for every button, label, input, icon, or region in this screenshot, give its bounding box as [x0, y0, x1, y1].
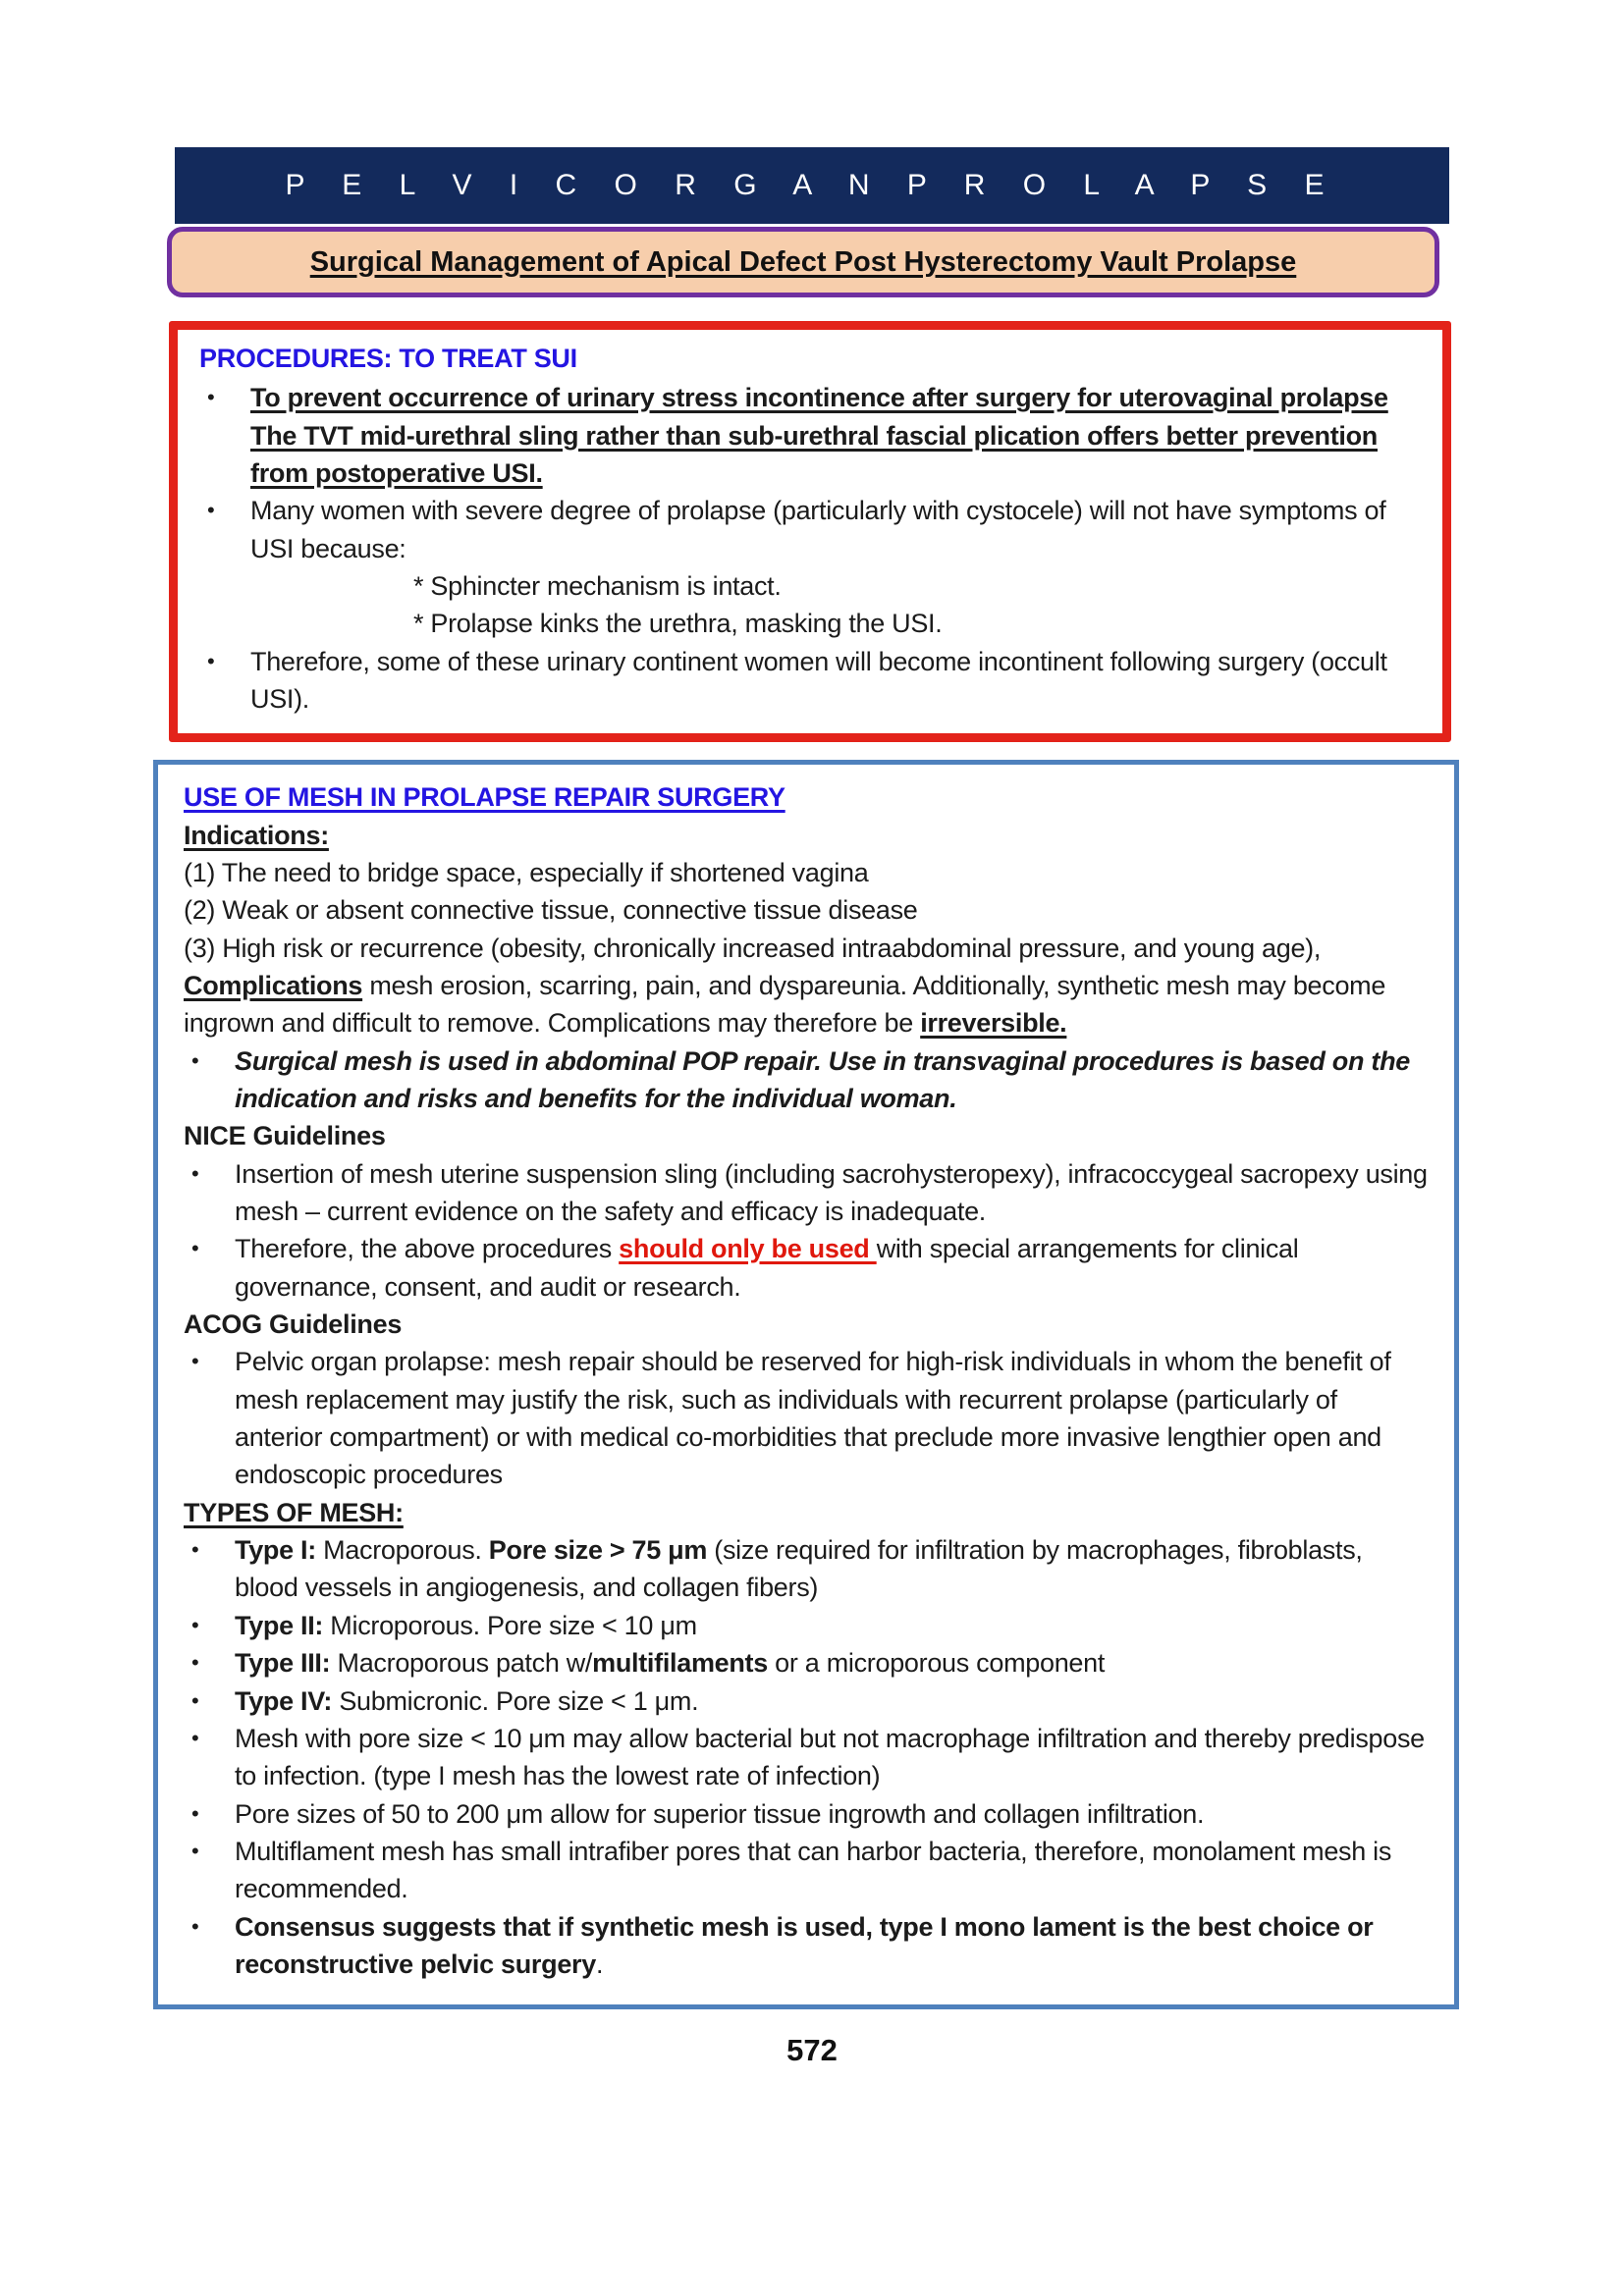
text-line: [184, 1117, 1429, 1154]
bullet-item: [199, 643, 1421, 719]
text-segment: (size required for infiltration by macrophages, fibroblasts, blood vessels in angiogenesis, and collagen fibers): [235, 1534, 1363, 1603]
sub-line: [199, 567, 1421, 605]
text-line: [184, 817, 1429, 854]
text-segment: Therefore, the above procedures: [235, 1234, 620, 1264]
bullet-marker: •: [191, 1913, 199, 1939]
bullet-item: [184, 1042, 1429, 1118]
text-segment: TYPES OF MESH:: [184, 1497, 404, 1527]
text-segment: Therefore, some of these urinary continent women will become incontinent following surgery (occult USI).: [250, 646, 1387, 714]
bullet-item: [199, 379, 1421, 492]
text-segment: USE OF MESH IN PROLAPSE REPAIR SURGERY: [184, 782, 785, 813]
text-line: [184, 1494, 1429, 1531]
bullet-marker: •: [191, 1687, 199, 1713]
bullet-text: [235, 1155, 1429, 1231]
text-segment: NICE Guidelines: [184, 1121, 386, 1151]
text-segment: multifilaments: [592, 1648, 768, 1678]
text-segment: Multiflament mesh has small intrafiber pores that can harbor bacteria, therefore, monolament mesh is recommended.: [235, 1837, 1392, 1904]
bullet-text: [235, 1607, 1429, 1645]
bullet-marker: •: [207, 385, 215, 410]
text-segment: Macroporous patch w/: [330, 1648, 593, 1678]
bullet-marker: •: [191, 1839, 199, 1864]
bullet-text: [250, 643, 1421, 719]
bullet-item: [184, 1720, 1429, 1795]
bullet-item: [184, 1155, 1429, 1231]
sub-line: [199, 605, 1421, 642]
bullet-marker: •: [191, 1650, 199, 1675]
text-segment: Mesh with pore size < 10 μm may allow bacterial but not macrophage infiltration and thereby predispose to infection. (type I mesh has the lowest rate of infection): [235, 1724, 1425, 1791]
bullet-marker: •: [191, 1726, 199, 1750]
text-line: [184, 854, 1429, 891]
text-segment: Microporous. Pore size < 10 μm: [323, 1610, 697, 1640]
text-segment: PROCEDURES: TO TREAT SUI: [199, 344, 577, 373]
bullet-text: [235, 1644, 1429, 1682]
text-segment: To prevent occurrence of urinary stress incontinence after surgery for uterovaginal prolapse The TVT mid-urethral sling rather than sub-urethral fascial plication offers better prevention from postoperative USI.: [250, 383, 1388, 488]
text-segment: Type IV:: [235, 1685, 333, 1716]
bullet-item: [199, 492, 1421, 567]
text-segment: Type I:: [235, 1534, 316, 1565]
bullet-text: [235, 1795, 1429, 1834]
text-segment: or a microporous component: [767, 1648, 1106, 1678]
text-segment: Many women with severe degree of prolapse (particularly with cystocele) will not have symptoms of USI because:: [250, 496, 1386, 563]
text-segment: irreversible.: [920, 1008, 1067, 1039]
text-segment: Complications: [184, 970, 363, 1000]
text-segment: Pore size > 75 μm: [488, 1534, 708, 1565]
text-segment: Insertion of mesh uterine suspension sling (including sacrohysteropexy), infracoccygeal sacropexy using mesh – current evidence on the safety and efficacy is inadequate.: [235, 1158, 1428, 1226]
bullet-text: [235, 1042, 1429, 1118]
sui-procedures-box: [169, 321, 1451, 742]
bullet-item: [184, 1682, 1429, 1721]
page-number: 572: [786, 2033, 838, 2068]
text-segment: Surgical mesh is used in abdominal POP repair. Use in transvaginal procedures is based on the indication and risks and benefits for the individual woman.: [235, 1045, 1410, 1113]
bullet-text: [235, 1230, 1429, 1306]
mesh-use-box: [153, 760, 1459, 2009]
bullet-text: [235, 1908, 1429, 1984]
bullet-marker: •: [191, 1612, 199, 1637]
bullet-marker: •: [191, 1160, 199, 1186]
text-segment: should only be used: [619, 1234, 877, 1264]
bullet-marker: •: [191, 1349, 199, 1374]
bullet-text: [250, 492, 1421, 567]
text-segment: (2) Weak or absent connective tissue, connective tissue disease: [184, 895, 918, 926]
page-header-bar: [175, 147, 1449, 224]
text-segment: * Sphincter mechanism is intact.: [413, 570, 782, 601]
bullet-marker: •: [191, 1236, 199, 1261]
text-segment: Indications:: [184, 820, 329, 850]
text-segment: Macroporous.: [315, 1534, 489, 1565]
bullet-item: [184, 1607, 1429, 1645]
bullet-marker: •: [191, 1047, 199, 1073]
bullet-text: [250, 379, 1421, 492]
text-segment: (1) The need to bridge space, especially if shortened vagina: [184, 857, 869, 887]
bullet-text: [235, 1833, 1429, 1908]
bullet-marker: •: [191, 1800, 199, 1826]
section-heading: [184, 778, 1429, 816]
bullet-text: [235, 1343, 1429, 1493]
text-segment: Submicronic. Pore size < 1 μm.: [332, 1685, 699, 1716]
bullet-marker: •: [207, 498, 215, 523]
text-segment: ACOG Guidelines: [184, 1308, 403, 1339]
text-segment: * Prolapse kinks the urethra, masking the USI.: [413, 609, 943, 639]
text-line: [184, 930, 1429, 967]
text-line: [184, 967, 1429, 1042]
text-segment: (3) High risk or recurrence (obesity, chronically increased intraabdominal pressure, and young age),: [184, 933, 1322, 963]
bullet-text: [235, 1720, 1429, 1795]
section-heading: [199, 340, 1421, 377]
subtitle-text: Surgical Management of Apical Defect Post Hysterectomy Vault Prolapse: [309, 245, 1297, 278]
text-line: [184, 891, 1429, 929]
subtitle-box: [167, 227, 1439, 297]
bullet-marker: •: [207, 648, 215, 673]
bullet-marker: •: [191, 1536, 199, 1562]
text-segment: Type II:: [235, 1610, 324, 1640]
bullet-item: [184, 1230, 1429, 1306]
text-segment: mesh erosion, scarring, pain, and dyspareunia. Additionally, synthetic mesh may become ingrown and difficult to remove. Complications may therefore be: [184, 970, 1386, 1039]
text-segment: .: [595, 1949, 604, 1980]
bullet-item: [184, 1908, 1429, 1984]
page-title: P E L V I C O R G A N P R O L A P S E: [285, 169, 1339, 201]
text-segment: Pore sizes of 50 to 200 μm allow for superior tissue ingrowth and collagen infiltration.: [235, 1798, 1205, 1829]
bullet-item: [184, 1833, 1429, 1908]
bullet-item: [184, 1644, 1429, 1682]
text-segment: Consensus suggests that if synthetic mesh is used, type I mono lament is the best choice or reconstructive pelvic surgery: [235, 1911, 1374, 1980]
bullet-item: [184, 1531, 1429, 1607]
bullet-text: [235, 1682, 1429, 1721]
text-segment: with special arrangements for clinical governance, consent, and audit or research.: [235, 1234, 1299, 1302]
bullet-item: [184, 1795, 1429, 1834]
bullet-text: [235, 1531, 1429, 1607]
bullet-item: [184, 1343, 1429, 1493]
text-segment: Type III:: [235, 1648, 331, 1678]
text-segment: Pelvic organ prolapse: mesh repair should be reserved for high-risk individuals in whom the benefit of mesh replacement may justify the risk, such as individuals with recurrent prolapse (particularly of anterior compartment) or with medical co-morbidities that preclude more invasive lengthier open and endoscopic procedures: [235, 1347, 1391, 1490]
text-line: [184, 1306, 1429, 1343]
